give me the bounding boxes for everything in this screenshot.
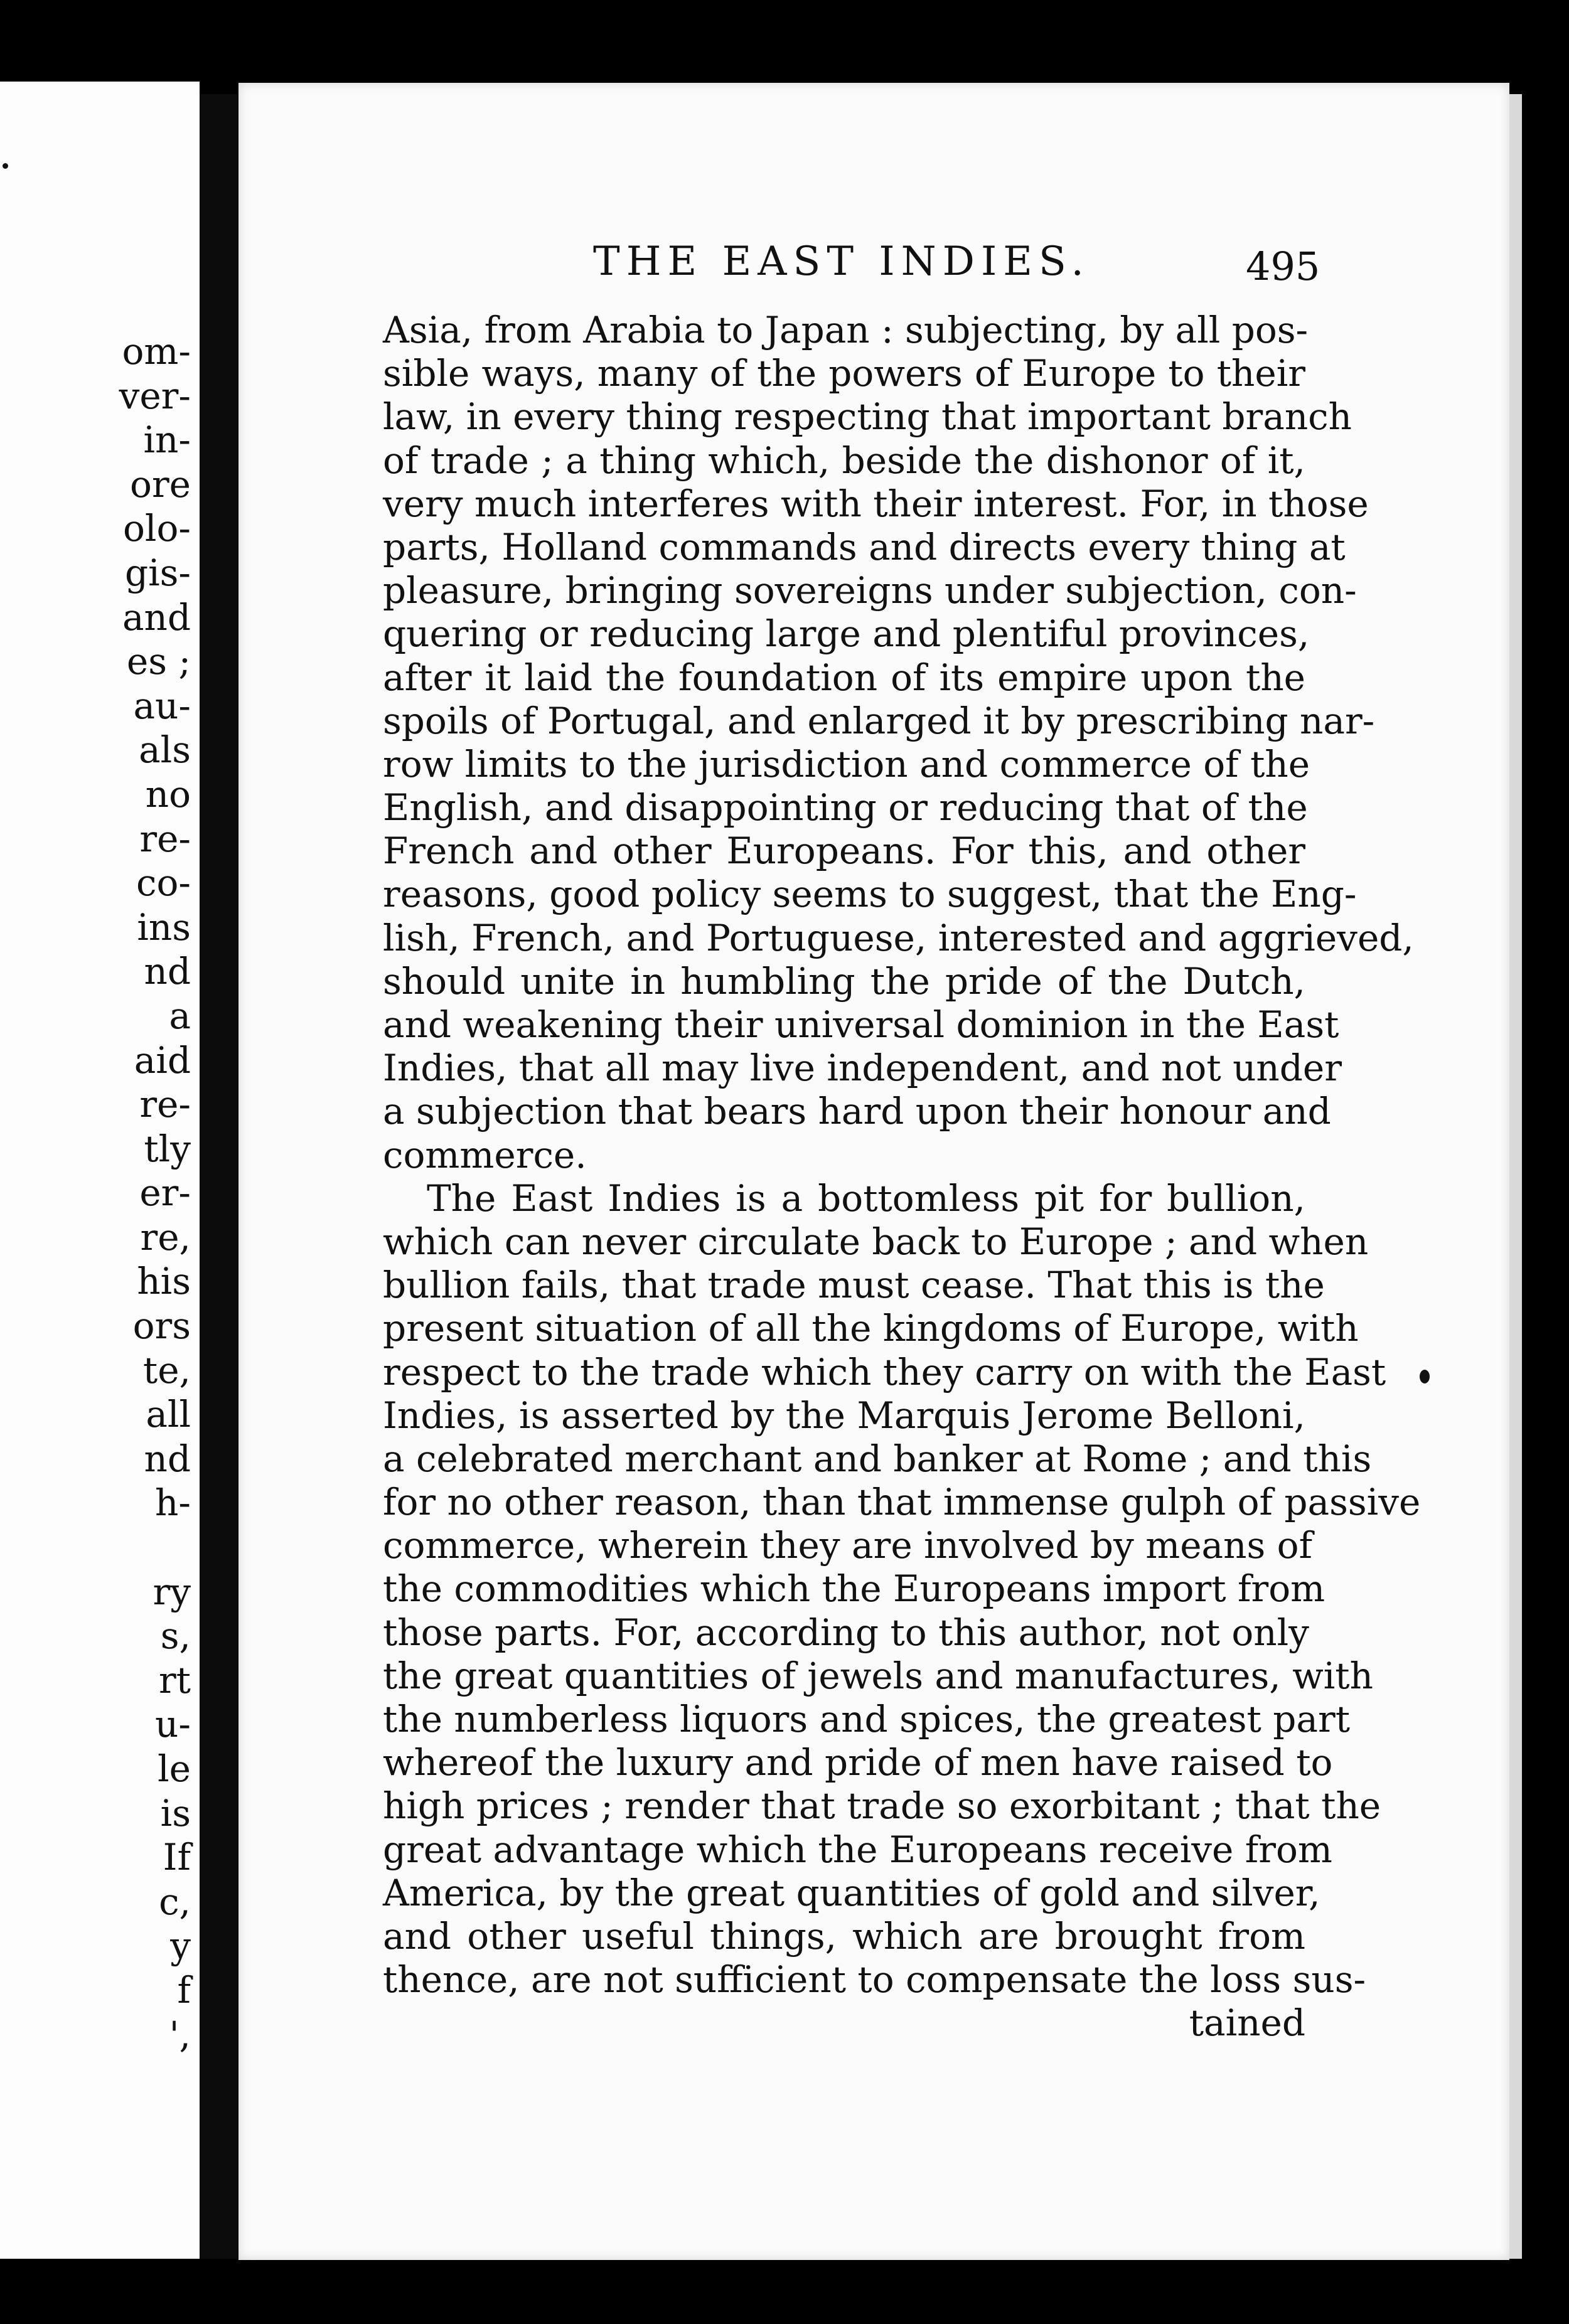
fragment-line: nd bbox=[144, 950, 191, 993]
page-edge-shadow bbox=[1509, 94, 1522, 2259]
fragment-line: a bbox=[169, 994, 191, 1037]
text-line: spoils of Portugal, and enlarged it by prescribing nar- bbox=[383, 699, 1375, 742]
fragment-line bbox=[119, 1525, 191, 1570]
fragment-line: c, bbox=[159, 1880, 191, 1923]
fragment-line: er- bbox=[139, 1171, 191, 1215]
fragment-line: rt bbox=[158, 1658, 191, 1702]
text-line: commerce. bbox=[383, 1133, 587, 1176]
book-gutter bbox=[200, 94, 237, 2259]
fragment-line: ver- bbox=[119, 374, 191, 417]
text-line: very much interferes with their interest. For, in those bbox=[383, 482, 1369, 525]
fragment-line: nd bbox=[144, 1437, 191, 1480]
text-line: the numberless liquors and spices, the greatest part bbox=[383, 1698, 1351, 1740]
text-line: for no other reason, than that immense gulph of passive bbox=[383, 1481, 1421, 1524]
text-line: The East Indies is a bottomless pit for bullion, bbox=[427, 1176, 1305, 1220]
text-line: thence, are not sufficient to compensate the loss sus- bbox=[383, 1958, 1366, 2002]
fragment-line: and bbox=[122, 595, 191, 639]
fragment-line: ', bbox=[169, 2013, 191, 2056]
text-line: respect to the trade which they carry on with the East bbox=[383, 1350, 1386, 1394]
fragment-line: re, bbox=[140, 1215, 191, 1259]
text-line: English, and disappointing or reducing that of the bbox=[383, 786, 1308, 829]
text-line: French and other Europeans. For this, and other bbox=[383, 829, 1305, 873]
text-line: of trade ; a thing which, beside the dishonor of it, bbox=[383, 439, 1305, 482]
facing-page-text-fragments bbox=[119, 329, 191, 2057]
facing-page-edge bbox=[0, 82, 200, 2259]
text-line: should unite in humbling the pride of the Dutch, bbox=[383, 959, 1305, 1003]
fragment-line: als bbox=[139, 728, 191, 772]
text-line: which can never circulate back to Europe ; and when bbox=[383, 1220, 1369, 1263]
text-line: Indies, that all may live independent, and not under bbox=[383, 1047, 1342, 1090]
text-line: sible ways, many of the powers of Europe to their bbox=[383, 352, 1305, 395]
fragment-line: tly bbox=[144, 1127, 191, 1170]
text-line: parts, Holland commands and directs every thing at bbox=[383, 525, 1346, 568]
fragment-line: his bbox=[137, 1260, 191, 1303]
text-line: reasons, good policy seems to suggest, that the Eng- bbox=[383, 873, 1357, 916]
text-line: whereof the luxury and pride of men have raised to bbox=[383, 1741, 1333, 1784]
fragment-line: ry bbox=[153, 1570, 191, 1613]
text-line: and other useful things, which are brought from bbox=[383, 1914, 1305, 1958]
fragment-line: re- bbox=[139, 817, 191, 860]
text-line: lish, French, and Portuguese, interested and aggrieved, bbox=[383, 916, 1414, 959]
fragment-line: te, bbox=[142, 1348, 191, 1392]
fragment-line: om- bbox=[122, 330, 191, 373]
text-line: Asia, from Arabia to Japan : subjecting, by all pos- bbox=[383, 309, 1309, 351]
fragment-line: es ; bbox=[126, 640, 191, 683]
text-line: those parts. For, according to this author, not only bbox=[383, 1611, 1309, 1654]
fragment-line: co- bbox=[136, 861, 191, 905]
fragment-line: re- bbox=[139, 1083, 191, 1126]
fragment-line: le bbox=[158, 1747, 191, 1790]
fragment-line: f bbox=[177, 1968, 191, 2012]
margin-ink-mark bbox=[1420, 1370, 1430, 1383]
fragment-line: ore bbox=[130, 462, 191, 506]
text-line: law, in every thing respecting that important branch bbox=[383, 395, 1352, 439]
fragment-line: u- bbox=[155, 1703, 191, 1746]
fragment-line: au- bbox=[133, 684, 191, 727]
fragment-line: y bbox=[170, 1924, 191, 1968]
running-head: THE EAST INDIES. bbox=[593, 238, 1090, 285]
catchword: tained bbox=[1189, 2002, 1305, 2045]
page-number: 495 bbox=[1246, 243, 1320, 289]
text-line: a subjection that bears hard upon their honour and bbox=[383, 1090, 1331, 1133]
fragment-line: olo- bbox=[123, 507, 191, 550]
text-line: a celebrated merchant and banker at Rome ; and this bbox=[383, 1437, 1372, 1480]
text-line: row limits to the jurisdiction and commerce of the bbox=[383, 742, 1310, 786]
text-line: present situation of all the kingdoms of Europe, with bbox=[383, 1307, 1359, 1350]
fragment-line: If bbox=[163, 1836, 191, 1879]
text-line: commerce, wherein they are involved by means of bbox=[383, 1524, 1313, 1567]
text-line: pleasure, bringing sovereigns under subjection, con- bbox=[383, 569, 1357, 612]
page-header bbox=[355, 238, 1320, 295]
fragment-line: s, bbox=[160, 1614, 191, 1658]
fragment-line: no bbox=[145, 772, 191, 816]
text-line: the great quantities of jewels and manufactures, with bbox=[383, 1654, 1373, 1697]
text-line: Indies, is asserted by the Marquis Jerome Belloni, bbox=[383, 1394, 1305, 1437]
text-line: high prices ; render that trade so exorbitant ; that the bbox=[383, 1784, 1381, 1828]
text-line: after it laid the foundation of its empire upon the bbox=[383, 656, 1305, 699]
text-line: quering or reducing large and plentiful provinces, bbox=[383, 612, 1310, 656]
text-line: the commodities which the Europeans import from bbox=[383, 1567, 1325, 1611]
text-line: America, by the great quantities of gold and silver, bbox=[383, 1871, 1320, 1914]
fragment-line: is bbox=[160, 1791, 191, 1835]
fragment-line: in- bbox=[143, 418, 191, 462]
page-body-text bbox=[383, 309, 1421, 2045]
fragment-line: all bbox=[146, 1393, 191, 1436]
text-line: great advantage which the Europeans receive from bbox=[383, 1828, 1332, 1871]
text-line: and weakening their universal dominion in the East bbox=[383, 1003, 1339, 1046]
fragment-line: ors bbox=[132, 1304, 191, 1348]
fragment-line: gis- bbox=[124, 551, 191, 594]
ink-speck bbox=[3, 163, 8, 169]
fragment-line: aid bbox=[134, 1038, 191, 1082]
text-line: bullion fails, that trade must cease. That this is the bbox=[383, 1264, 1325, 1307]
fragment-line: h- bbox=[155, 1481, 191, 1525]
fragment-line: ins bbox=[137, 905, 191, 949]
